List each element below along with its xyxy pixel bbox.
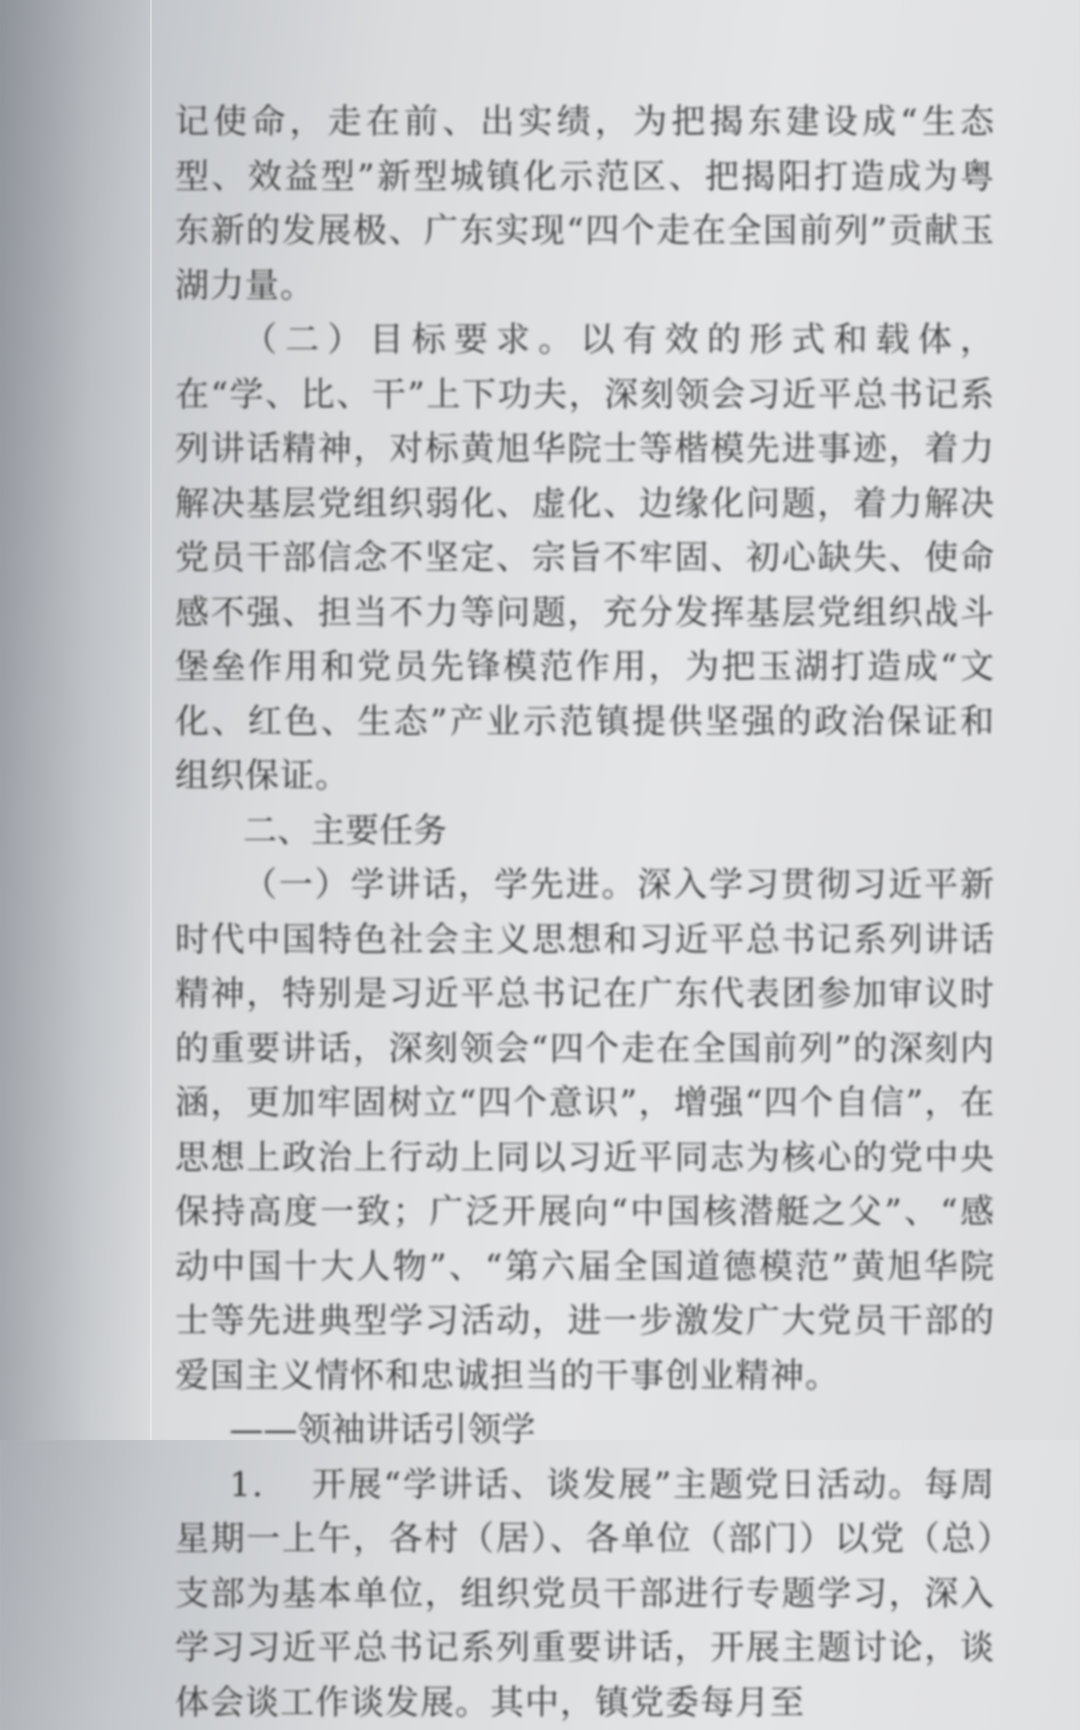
document-page: [175, 95, 995, 1435]
subheading-leader-speech: ——领袖讲话引领学: [175, 1403, 995, 1458]
paragraph-goals: （二）目标要求。以有效的形式和载体，在“学、比、干”上下功夫，深刻领会习近平总书记系列讲话精神，对标黄旭华院士等楷模先进事迹，着力解决基层党组织弱化、虚化、边缘化问题，着力解决党员干部信念不坚定、宗旨不牢固、初心缺失、使命感不强、担当不力等问题，充分发挥基层党组织战斗堡垒作用和党员先锋模范作用，为把玉湖打造成“文化、红色、生态”产业示范镇提供坚强的政治保证和组织保证。: [175, 313, 995, 804]
photo-shadow: [0, 0, 150, 1440]
list-item-one: [175, 1458, 995, 1730]
list-item-text: 开展“学讲话、谈发展”主题党日活动。每周星期一上午，各村（居）、各单位（部门）以党（总）支部为基本单位，组织党员干部进行专题学习，深入学习习近平总书记系列重要讲话，开展主题讨论，谈体会谈工作谈发展。其中，镇党委每月至: [175, 1465, 995, 1723]
list-item-number: 1.: [229, 1458, 311, 1513]
section-heading-main-tasks: 二、主要任务: [175, 804, 995, 859]
paragraph-task-one: （一）学讲话，学先进。深入学习贯彻习近平新时代中国特色社会主义思想和习近平总书记系列讲话精神，特别是习近平总书记在广东代表团参加审议时的重要讲话，深刻领会“四个走在全国前列”的深刻内涵，更加牢固树立“四个意识”，增强“四个自信”，在思想上政治上行动上同以习近平同志为核心的党中央保持高度一致；广泛开展向“中国核潜艇之父”、“感动中国十大人物”、“第六届全国道德模范”黄旭华院士等先进典型学习活动，进一步激发广大党员干部的爱国主义情怀和忠诚担当的干事创业精神。: [175, 858, 995, 1403]
paragraph-intro-tail: 记使命，走在前、出实绩，为把揭东建设成“生态型、效益型”新型城镇化示范区、把揭阳打造成为粤东新的发展极、广东实现“四个走在全国前列”贡献玉湖力量。: [175, 95, 995, 313]
paper-edge: [150, 0, 152, 1440]
